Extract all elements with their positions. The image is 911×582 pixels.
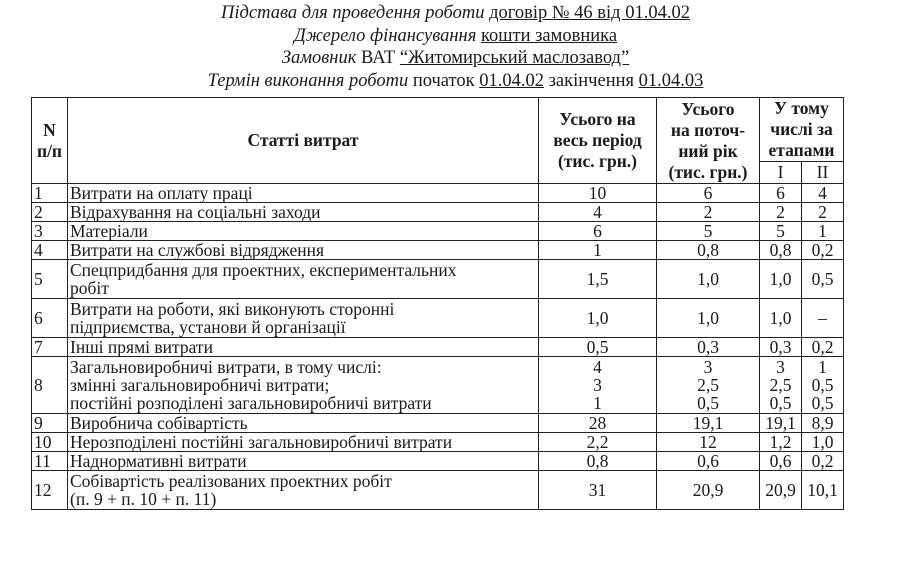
header-total: Усього на весь період (тис. грн.) [539,98,657,184]
row-total-value: 4 [593,357,602,377]
row-total-value: 0,8 [586,451,609,471]
row-total-value: 1,5 [586,269,609,289]
row-number: 9 [32,414,68,433]
row-item-line: Загальновиробничі витрати, в тому числі: [70,357,382,377]
document-header [0,2,911,92]
row-s1-value: 2 [776,202,785,222]
table-row [32,260,844,299]
row-current-value: 1,0 [697,269,719,289]
row-item [68,241,539,260]
row-s1 [760,222,802,241]
cost-table [31,97,844,510]
row-number: 5 [32,260,68,299]
row-s2-value: 0,2 [811,451,834,471]
funding-label: Джерело фінансування [293,25,477,46]
row-s1 [760,414,802,433]
row-current-value: 1,0 [697,308,719,328]
row-item-line: Інші прямі витрати [70,337,213,357]
row-s1 [760,471,802,510]
row-s2-value: 1 [818,221,827,241]
row-number: 11 [32,452,68,471]
row-total-value: 3 [593,375,602,395]
row-s1 [760,452,802,471]
row-item [68,452,539,471]
row-current-value: 5 [703,221,713,241]
row-item-line: Наднормативні витрати [70,451,247,471]
row-current [657,357,760,414]
row-s2-value: 0,2 [811,240,834,260]
row-s2-value: 0,5 [811,393,834,413]
row-item-line: (п. 9 + п. 10 + п. 11) [70,489,217,509]
row-s2-value: 0,5 [811,269,834,289]
row-s1 [760,203,802,222]
row-s1-value: 19,1 [765,413,796,433]
row-s2-value: 0,5 [811,375,834,395]
table-row [32,414,844,433]
term-end-label: закінчення [548,70,634,91]
row-current [657,299,760,338]
row-s1-value: 0,5 [769,393,792,413]
customer-label: Замовник [281,48,357,68]
row-total [539,471,657,510]
row-item [68,357,539,414]
row-current [657,203,760,222]
row-item [68,184,539,203]
row-s2-value: 4 [818,183,827,203]
row-s2-value: 10,1 [807,480,838,500]
basis-line [0,2,911,25]
row-current-value: 0,8 [697,240,719,260]
basis-label: Підстава для проведення роботи [221,3,485,23]
row-item [68,471,539,510]
term-line [0,70,911,93]
row-current-value: 20,9 [692,480,724,500]
row-number: 2 [32,203,68,222]
row-s2 [802,203,844,222]
row-total [539,299,657,338]
row-current-value: 0,5 [697,393,719,413]
row-current-value: 19,1 [692,413,724,433]
cost-table-body [32,184,844,510]
table-row [32,433,844,452]
row-current [657,222,760,241]
row-current [657,338,760,357]
row-s1-value: 1,0 [769,269,792,289]
row-item-line: постійні розподілені загальновиробничі витрати [70,393,432,413]
row-total [539,260,657,299]
funding-value: кошти замовника [480,25,618,46]
row-s1 [760,260,802,299]
row-s2 [802,452,844,471]
table-row [32,203,844,222]
row-total [539,414,657,433]
row-total [539,433,657,452]
row-item [68,433,539,452]
row-number: 10 [32,433,68,452]
row-item-line: Відрахування на соціальні заходи [70,202,321,222]
row-s2 [802,222,844,241]
row-s1-value: 6 [776,183,785,203]
row-item-line: Витрати на роботи, які виконують сторонні [70,299,395,319]
row-current-value: 3 [703,357,713,377]
row-s2 [802,414,844,433]
row-s1-value: 1,2 [769,432,792,452]
row-total [539,241,657,260]
row-s2 [802,357,844,414]
row-item-line: підприємства, установи й організації [70,317,346,337]
row-s2-value: 1,0 [811,432,834,452]
row-item [68,299,539,338]
term-label: Термін виконання роботи [207,70,409,91]
row-s1-value: 1,0 [769,308,792,328]
row-s2 [802,184,844,203]
row-item-line: Витрати на службові відрядження [70,240,325,260]
row-total-value: 2,2 [586,432,609,452]
row-total [539,203,657,222]
row-s1 [760,299,802,338]
row-item-line: Спецпридбання для проектних, експериментальних [70,260,457,280]
table-row [32,471,844,510]
table-row [32,452,844,471]
header-stage-1: I [760,162,802,184]
funding-line [0,25,911,48]
row-s1 [760,184,802,203]
row-item [68,338,539,357]
row-current-value: 2 [703,202,713,222]
row-number: 8 [32,357,68,414]
row-number: 7 [32,338,68,357]
row-current-value: 0,6 [697,451,719,471]
row-s1-value: 0,6 [769,451,792,471]
basis-value: договір № 46 від 01.04.02 [489,3,690,23]
row-total-value: 10 [588,183,607,203]
row-total [539,357,657,414]
row-s1 [760,357,802,414]
row-total-value: 28 [588,413,607,433]
customer-value: “Житомирський маслозавод” [399,48,630,68]
row-total-value: 1 [593,393,602,413]
row-s1-value: 2,5 [769,375,792,395]
row-s1-value: 5 [776,221,785,241]
row-item-line: Виробнича собівартість [70,413,248,433]
row-s1 [760,338,802,357]
row-total [539,338,657,357]
header-num: N п/п [32,98,68,184]
term-start-label: початок [412,70,475,91]
row-s1-value: 0,8 [769,240,792,260]
row-item-line: Нерозподілені постійні загальновиробничі витрати [70,432,453,452]
table-row [32,299,844,338]
row-total [539,222,657,241]
term-end-value: 01.04.03 [638,70,704,91]
row-s2-value: – [818,308,827,328]
row-current-value: 12 [699,432,717,452]
row-item-line: Витрати на оплату праці [70,183,253,203]
row-total [539,452,657,471]
row-s2-value: 1 [818,357,827,377]
table-row [32,357,844,414]
row-s1-value: 0,3 [769,337,792,357]
table-row [32,184,844,203]
row-total-value: 31 [588,480,607,500]
row-current [657,184,760,203]
row-s2-value: 2 [818,202,827,222]
header-current-year: Усього на поточ- ний рік (тис. грн.) [657,98,760,184]
row-s1 [760,241,802,260]
row-total-value: 6 [593,221,602,241]
table-row [32,222,844,241]
row-item [68,414,539,433]
row-number: 3 [32,222,68,241]
row-number: 6 [32,299,68,338]
customer-prefix: ВАТ [361,48,396,68]
row-item [68,260,539,299]
row-s2 [802,299,844,338]
row-total-value: 1 [593,240,602,260]
row-current [657,241,760,260]
row-number: 4 [32,241,68,260]
row-item [68,203,539,222]
row-s2 [802,241,844,260]
row-item-line: змінні загальновиробничі витрати; [70,375,330,395]
row-s2 [802,433,844,452]
row-current [657,414,760,433]
table-row [32,338,844,357]
row-number: 12 [32,471,68,510]
row-item [68,222,539,241]
row-item-line: робіт [70,278,109,298]
row-s1-value: 20,9 [765,480,796,500]
header-item: Статті витрат [68,98,539,184]
row-s2-value: 8,9 [811,413,834,433]
row-s1-value: 3 [776,357,785,377]
row-s2 [802,338,844,357]
row-current-value: 2,5 [697,375,719,395]
row-item-line: Собівартість реалізованих проектних робіт [70,471,392,491]
customer-line [0,47,911,70]
row-total-value: 4 [593,202,602,222]
row-current [657,260,760,299]
row-current [657,433,760,452]
row-number: 1 [32,184,68,203]
header-stage-2: II [802,162,844,184]
row-current-value: 6 [703,183,713,203]
row-s2-value: 0,2 [811,337,834,357]
row-s2 [802,260,844,299]
term-start-value: 01.04.02 [479,70,544,91]
row-total-value: 0,5 [586,337,609,357]
row-total [539,184,657,203]
row-s2 [802,471,844,510]
row-current [657,452,760,471]
row-current-value: 0,3 [697,337,719,357]
table-row [32,241,844,260]
row-current [657,471,760,510]
header-stages: У тому числі за етапами [760,98,844,162]
row-s1 [760,433,802,452]
row-total-value: 1,0 [586,308,609,328]
row-item-line: Матеріали [70,221,148,241]
